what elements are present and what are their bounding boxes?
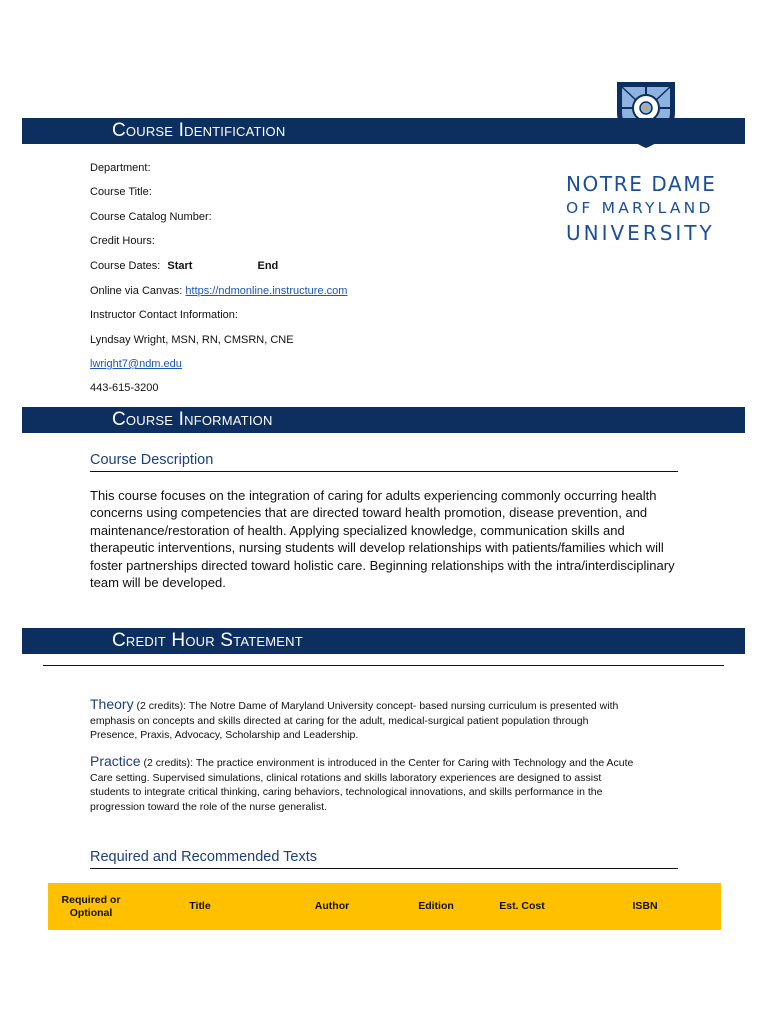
course-description-text: This course focuses on the integration of caring for adults experiencing commonly occurring health concerns using competencies that are directed toward health promotion, disease prevention, and maintenance/restoration of health. Applying specialized knowledge, communication skills and therapeutic interventions, nursing students will develop relationships with patients/families which will foster partnerships directed toward holistic care. Beginning relationships with the intra/interdisciplinary team will be developed. <box>90 488 675 591</box>
theory-paragraph <box>90 697 635 743</box>
theory-text: (2 credits): The Notre Dame of Maryland University concept- based nursing curriculum is presented with emphasis on concepts and skills directed at caring for the adult, medical-surgical patient population through Presence, Praxis, Advocacy, Scholarship and Leadership. <box>90 700 619 742</box>
theory-label: Theory <box>90 696 134 712</box>
column-header-required-optional: Required or Optional <box>61 893 121 919</box>
practice-paragraph <box>90 754 635 814</box>
course-information-heading: Course Information <box>112 409 273 430</box>
practice-text: (2 credits): The practice environment is introduced in the Center for Caring with Technology and the Acute Care setting. Supervised simulations, clinical rotations and skills laboratory experiences are designed to assist students to integrate critical thinking, caring behaviors, technological innovations, and skills performance in the progression toward the role of the nurse generalist. <box>90 757 634 813</box>
column-header-author: Author <box>314 900 350 912</box>
credit-hour-statement-heading: Credit Hour Statement <box>112 630 303 651</box>
instructor-email-row <box>90 357 182 371</box>
credit-hours-label: Credit Hours: <box>90 235 155 247</box>
credit-hour-statement-bar <box>22 628 745 654</box>
course-identification-heading: Course Identification <box>112 120 286 141</box>
course-description-heading: Course Description <box>90 451 678 472</box>
university-logo <box>566 78 736 248</box>
course-identification-bar <box>22 118 745 144</box>
instructor-contact-label: Instructor Contact Information: <box>90 309 238 321</box>
texts-table-header <box>48 883 721 930</box>
course-dates-row <box>90 259 278 273</box>
logo-line-2: OF MARYLAND <box>566 199 714 217</box>
column-header-title: Title <box>189 900 211 912</box>
column-header-isbn: ISBN <box>632 900 658 912</box>
texts-heading: Required and Recommended Texts <box>90 848 678 869</box>
start-label: Start <box>167 260 193 272</box>
instructor-phone: 443-615-3200 <box>90 382 159 394</box>
course-information-bar <box>22 407 745 433</box>
logo-line-1: NOTRE DAME <box>566 172 717 196</box>
course-title-label: Course Title: <box>90 186 152 198</box>
logo-line-3: UNIVERSITY <box>566 221 715 245</box>
instructor-name: Lyndsay Wright, MSN, RN, CMSRN, CNE <box>90 334 294 346</box>
canvas-label: Online via Canvas: <box>90 285 183 297</box>
department-label: Department: <box>90 162 151 174</box>
course-dates-label: Course Dates: <box>90 260 161 272</box>
canvas-link[interactable]: https://ndmonline.instructure.com <box>185 285 348 297</box>
column-header-edition: Edition <box>418 900 454 912</box>
end-label: End <box>257 260 279 272</box>
column-header-est-cost: Est. Cost <box>499 900 545 912</box>
credit-hour-divider <box>43 665 724 666</box>
catalog-number-label: Course Catalog Number: <box>90 211 212 223</box>
canvas-row <box>90 284 347 298</box>
practice-label: Practice <box>90 753 141 769</box>
instructor-email-link[interactable]: lwright7@ndm.edu <box>90 358 182 370</box>
